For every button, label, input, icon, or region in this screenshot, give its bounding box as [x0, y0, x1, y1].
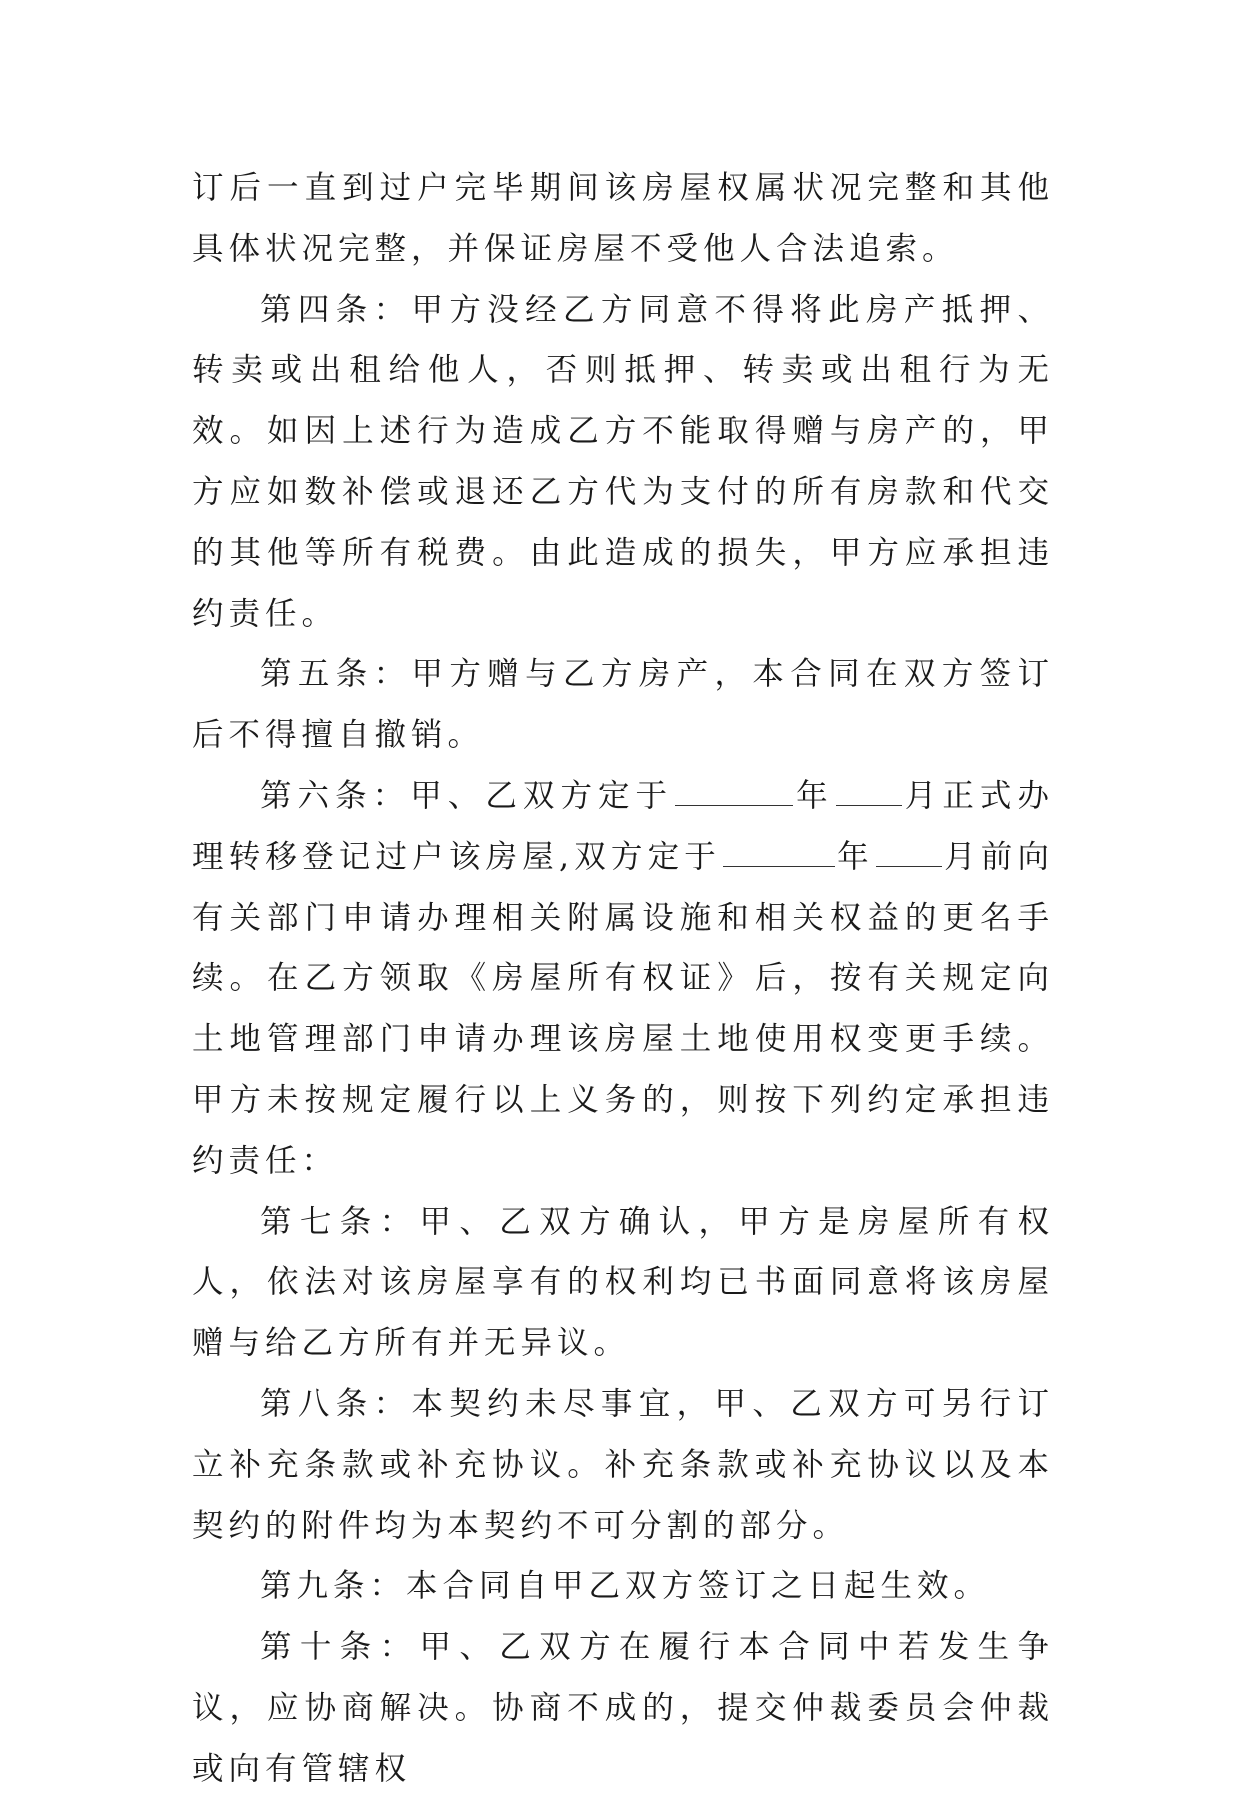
paragraph-continuation: 订后一直到过户完毕期间该房屋权属状况完整和其他具体状况完整，并保证房屋不受他人合法追索。: [192, 170, 1054, 267]
article-6-text-c: 月正式办理转移登记过户该房屋,双方定于: [192, 777, 1054, 875]
month-blank-1: [836, 781, 902, 806]
article-6-text-a: 第六条：甲、乙双方定于: [260, 777, 674, 814]
article-7: 第七条：甲、乙双方确认，甲方是房屋所有权人，依法对该房屋享有的权利均已书面同意将该房屋赠与给乙方所有并无异议。: [192, 1203, 1054, 1362]
article-6-text-e: 月前向有关部门申请办理相关附属设施和相关权益的更名手续。在乙方领取《房屋所有权证》后，按有关规定向土地管理部门申请办理该房屋土地使用权变更手续。甲方未按规定履行以上义务的，则按下列约定承担违约责任：: [192, 838, 1054, 1179]
article-9: 第九条：本合同自甲乙双方签订之日起生效。: [260, 1568, 991, 1605]
article-8: 第八条：本契约未尽事宜，甲、乙双方可另行订立补充条款或补充协议。补充条款或补充协议以及本契约的附件均为本契约不可分割的部分。: [192, 1385, 1054, 1544]
contract-body: [192, 158, 1054, 1800]
article-6-text-d: 年: [836, 838, 874, 875]
article-6: [192, 766, 1054, 1192]
article-4: 第四条：甲方没经乙方同意不得将此房产抵押、转卖或出租给他人，否则抵押、转卖或出租行为无效。如因上述行为造成乙方不能取得赠与房产的，甲方应如数补偿或退还乙方代为支付的所有房款和代交的其他等所有税费。由此造成的损失，甲方应承担违约责任。: [192, 291, 1054, 632]
article-10: 第十条：甲、乙双方在履行本合同中若发生争议，应协商解决。协商不成的，提交仲裁委员会仲裁 或向有管辖权: [192, 1629, 1054, 1787]
year-blank-2: [723, 842, 835, 867]
article-5: 第五条：甲方赠与乙方房产，本合同在双方签订后不得擅自撤销。: [192, 656, 1054, 754]
article-6-text-b: 年: [795, 777, 834, 814]
year-blank-1: [675, 781, 793, 806]
month-blank-2: [876, 842, 942, 867]
